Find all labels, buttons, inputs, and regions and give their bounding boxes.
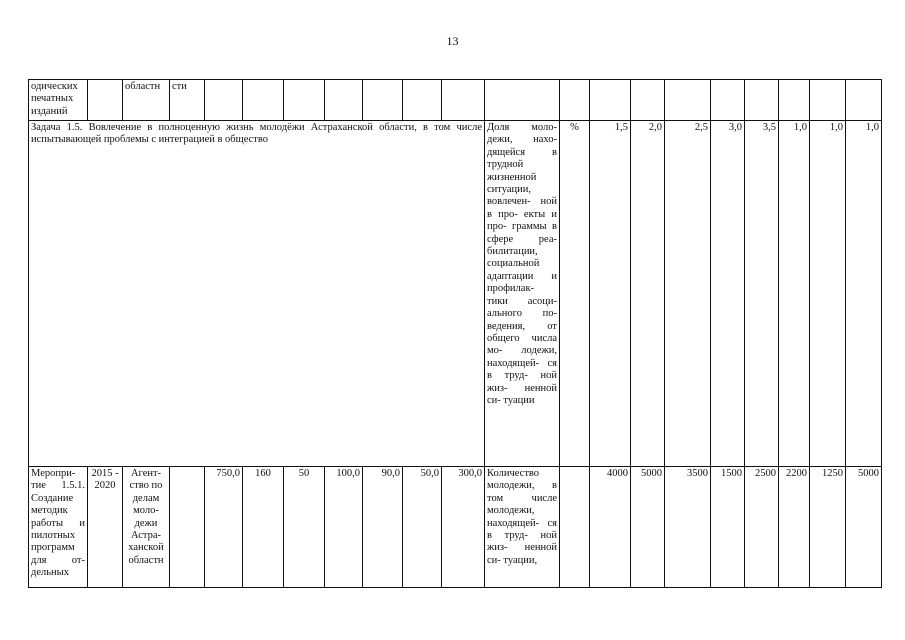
event-unit [560, 467, 590, 588]
cell-name: одических печатных изданий [29, 80, 88, 121]
event-period: 2015 - 2020 [88, 467, 123, 588]
page-number: 13 [446, 34, 459, 48]
event-finance: 160 [243, 467, 284, 588]
indicators-table [28, 79, 882, 588]
event-value: 1500 [711, 467, 745, 588]
event-value: 2200 [779, 467, 810, 588]
task-value: 1,0 [779, 121, 810, 467]
task-value: 1,0 [810, 121, 846, 467]
task-unit: % [560, 121, 590, 467]
event-finance: 300,0 [442, 467, 485, 588]
event-finance: 750,0 [205, 467, 243, 588]
event-value: 3500 [665, 467, 711, 588]
task-value: 1,5 [590, 121, 631, 467]
event-value: 5000 [631, 467, 665, 588]
event-value: 2500 [745, 467, 779, 588]
cell-period [88, 80, 123, 121]
cell-executor-2: сти [170, 80, 205, 121]
event-executor: Агент- ство по делам моло- дежи Астра- ханской областн [123, 467, 170, 588]
task-value: 2,0 [631, 121, 665, 467]
task-text: Задача 1.5. Вовлечение в полноценную жизнь молодёжи Астраханской области, в том числе испытывающей проблемы с интеграцией в общество [29, 121, 485, 467]
event-finance: 50,0 [403, 467, 442, 588]
task-value: 2,5 [665, 121, 711, 467]
table-row-previous [29, 80, 882, 121]
event-value: 1250 [810, 467, 846, 588]
table-row-task [29, 121, 882, 467]
event-indicator: Количество молодежи, в том числе молодежи, находящей- ся в труд- ной жиз- ненной си- туации, [485, 467, 560, 588]
table-row-event [29, 467, 882, 588]
event-value: 4000 [590, 467, 631, 588]
event-finance: 100,0 [325, 467, 363, 588]
event-finance: 50 [284, 467, 325, 588]
event-empty [170, 467, 205, 588]
event-value: 5000 [846, 467, 882, 588]
cell-executor: областн [123, 80, 170, 121]
event-name: Меропри- тие 1.5.1. Создание методик работы и пилотных программ для от- дельных [29, 467, 88, 588]
task-value: 1,0 [846, 121, 882, 467]
task-value: 3,5 [745, 121, 779, 467]
task-indicator: Доля моло- дежи, нахо- дящейся в трудной жизненной ситуации, вовлечен- ной в про- екты и про- граммы в сфере реа- билитации, социальной адаптации и профилак- тики асоци- ального по- ведения, от общего числа мо- лодежи, находящей- ся в труд- ной жиз- ненной си- туации [485, 121, 560, 467]
event-finance: 90,0 [363, 467, 403, 588]
task-value: 3,0 [711, 121, 745, 467]
